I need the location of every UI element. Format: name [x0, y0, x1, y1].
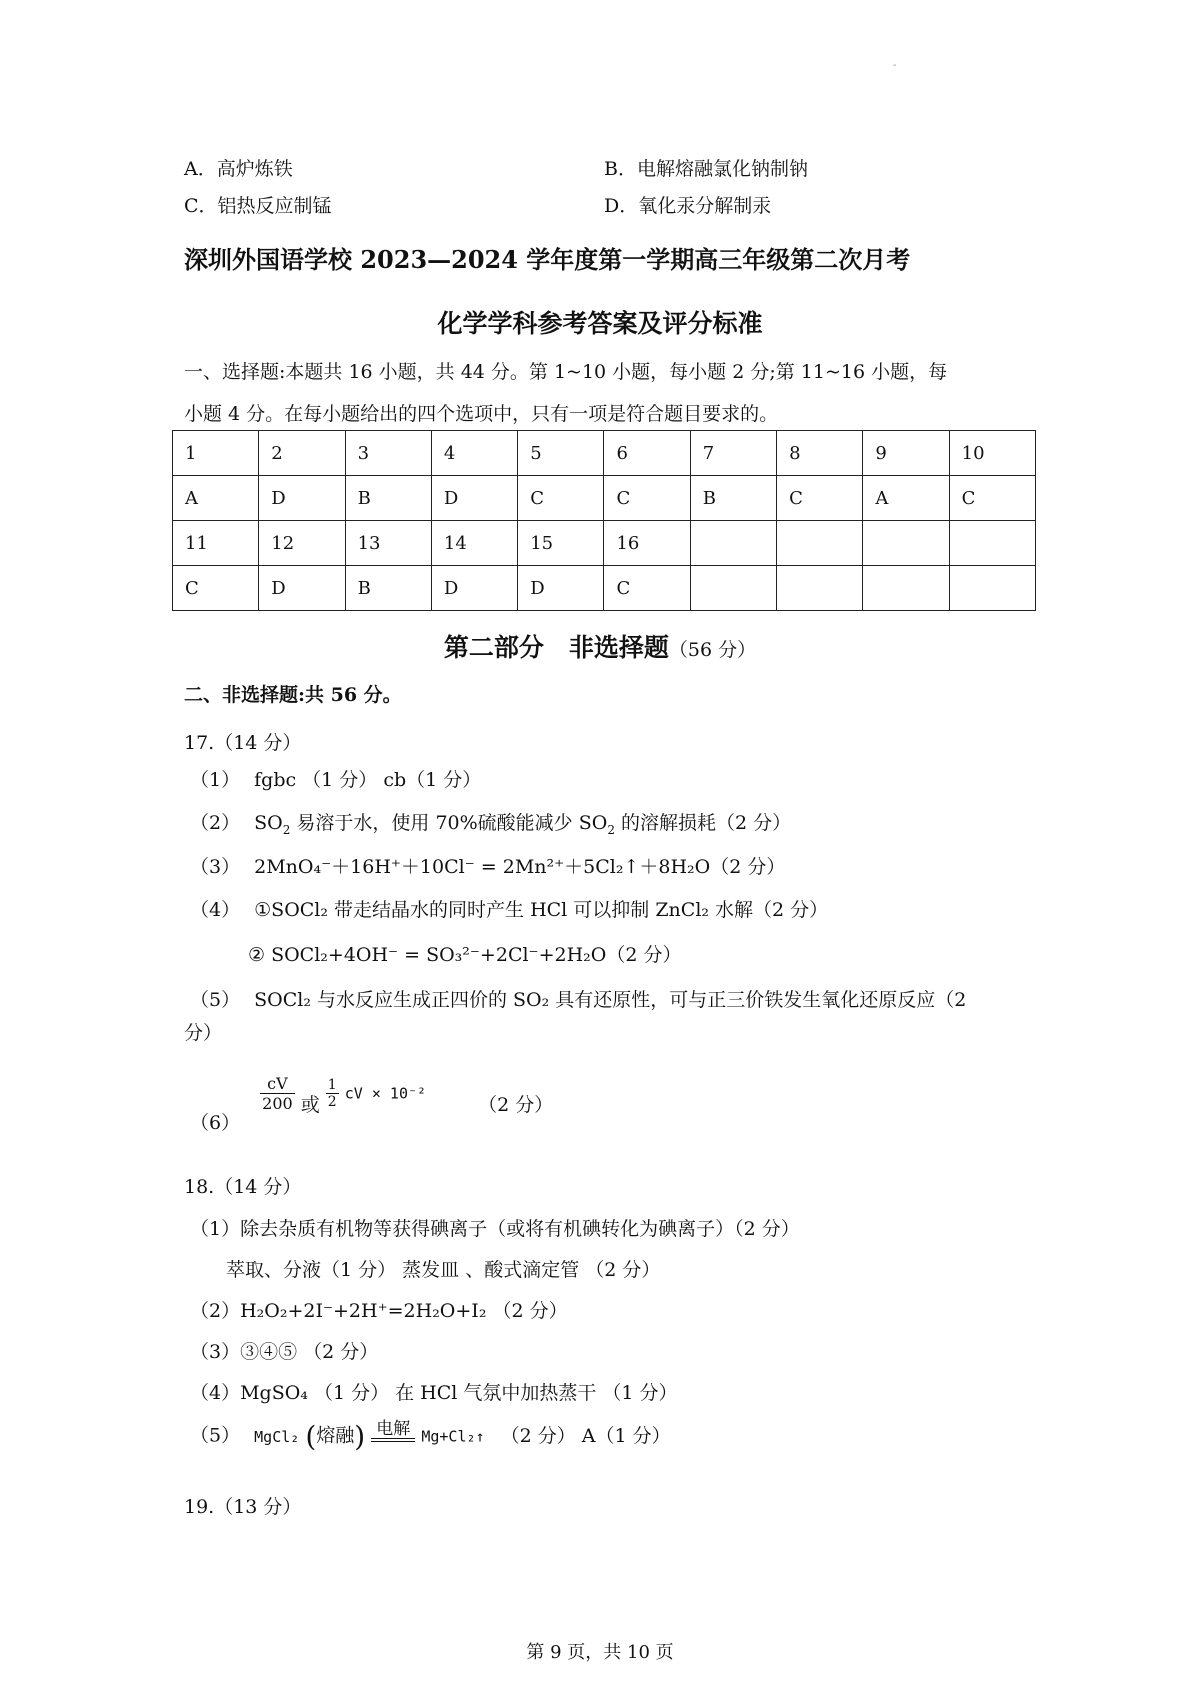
table-cell: 2	[259, 431, 345, 476]
document-subtitle: 化学学科参考答案及评分标准	[437, 309, 763, 338]
table-row	[173, 521, 1036, 566]
table-cell	[863, 566, 949, 611]
q17-answer-6	[190, 1074, 554, 1134]
cv-times-ten-power: cV × 10⁻²	[344, 1084, 427, 1103]
q18-5-score: （2 分） A（1 分）	[500, 1424, 671, 1447]
q17-answer-5-cont: 分）	[184, 1022, 223, 1044]
table-cell: D	[431, 566, 517, 611]
answer-table	[172, 430, 1036, 611]
q18-answer-1: （1）除去杂质有机物等获得碘离子（或将有机碘转化为碘离子）（2 分）	[190, 1218, 800, 1240]
table-cell: B	[345, 566, 431, 611]
q17-answer-2	[190, 808, 791, 835]
part2-heading	[0, 628, 1200, 664]
table-cell: A	[173, 476, 259, 521]
table-cell: C	[604, 476, 690, 521]
table-cell: D	[431, 476, 517, 521]
page-footer: 第 9 页，共 10 页	[526, 1642, 674, 1663]
q17-answer-4b: ② SOCl₂+4OH⁻ = SO₃²⁻+2Cl⁻+2H₂O（2 分）	[248, 944, 682, 966]
q17-1-number: （1）	[190, 769, 241, 791]
q17-heading: 17.（14 分）	[184, 732, 302, 754]
table-cell: D	[518, 566, 604, 611]
table-cell: 3	[345, 431, 431, 476]
table-cell: 1	[173, 431, 259, 476]
table-cell	[863, 521, 949, 566]
table-cell: 11	[173, 521, 259, 566]
q17-3-number: （3）	[190, 856, 241, 878]
part2-title: 第二部分 非选择题	[443, 633, 669, 662]
table-cell: C	[173, 566, 259, 611]
table-cell: A	[863, 476, 949, 521]
table-cell: C	[518, 476, 604, 521]
q17-answer-1	[190, 765, 481, 792]
table-row	[173, 431, 1036, 476]
table-cell: D	[259, 566, 345, 611]
q18-heading: 18.（14 分）	[184, 1176, 302, 1198]
q17-4-text-1: ①SOCl₂ 带走结晶水的同时产生 HCl 可以抑制 ZnCl₂ 水解（2 分）	[254, 899, 829, 921]
options-row-2	[184, 191, 1084, 217]
q17-6-number: （6）	[190, 1111, 241, 1134]
table-row	[173, 476, 1036, 521]
table-row	[173, 566, 1036, 611]
q19-heading: 19.（13 分）	[184, 1496, 302, 1518]
option-b: B．电解熔融氯化钠制钠	[604, 158, 808, 180]
option-c: C．铝热反应制锰	[184, 195, 332, 217]
document-page: - A．高炉炼铁 B．电解熔融氯化钠制钠 C．铝热反应制锰 D．氧化汞分解制汞 深圳外国语学校 2023—2024 学年度第一学期高三年级第二次月考 化学学科参考答案及评分标准 一、选择题:本题共 16 小题，共 44 分。第 1~10 小题，每小题 2 分;第 11~16 小题，每 小题 4 分。在每小题给出的四个选项中，只有一项是符合题目要求的。 1 2 3 4 5 6 7 8 9 10 A D B D C C B C A C 11 12 13 14 15 16 C D B D D C 第二部分 非选择题（56 分） 二、非选择题:共 56 分。 17.（14 分） （1） fgbc （1 分） cb（1 分） （2） $SO_2$ 易溶于水，使用 70%硫酸能减少 $SO_2$ 的溶解损耗（2 分） （3） 2MnO₄⁻＋16H⁺＋10Cl⁻ = 2Mn²⁺＋5Cl₂↑＋8H₂O（2 分） （4） ①SOCl₂ 带走结晶水的同时产生 HCl 可以抑制 ZnCl₂ 水解（2 分） ② SOCl₂+4OH⁻ = SO₃²⁻+2Cl⁻+2H₂O（2 分） （5） SOCl₂ 与水反应生成正四价的 SO₂ 具有还原性，可与正三价铁发生氧化还原反应（2 分） （6） $\frac{cV}{200}$ 或 $\frac{1}{2}$ cV × 10⁻² （2 分） 18.（14 分） （1）除去杂质有机物等获得碘离子（或将有机碘转化为碘离子）（2 分） 萃取、分液（1 分） 蒸发皿 、酸式滴定管 （2 分） （2）H₂O₂+2I⁻+2H⁺=2H₂O+I₂ （2 分） （3）③④⑤ （2 分） （4）MgSO₄ （1 分） 在 HCl 气氛中加热蒸干 （1 分） （5） MgCl₂ (熔融) 电解 Mg+Cl₂↑ （2 分） A（1 分） 19.（13 分） 第 9 页，共 10 页	[0, 0, 1200, 1698]
table-cell	[777, 566, 863, 611]
table-cell: 5	[518, 431, 604, 476]
table-cell: C	[949, 476, 1035, 521]
table-cell: 15	[518, 521, 604, 566]
q18-answer-3: （3）③④⑤ （2 分）	[190, 1341, 379, 1363]
table-cell: 16	[604, 521, 690, 566]
q17-answer-5	[190, 985, 966, 1012]
fraction-one-half: $\frac{1}{2}$	[327, 1077, 337, 1110]
q17-4-number: （4）	[190, 899, 241, 921]
q17-6-score: （2 分）	[478, 1093, 554, 1116]
table-cell: 8	[777, 431, 863, 476]
table-cell: 13	[345, 521, 431, 566]
table-cell: 9	[863, 431, 949, 476]
or-text: 或	[300, 1093, 320, 1116]
table-cell: 7	[690, 431, 776, 476]
q17-2-number: （2）	[190, 812, 241, 834]
q17-5-text-1: SOCl₂ 与水反应生成正四价的 SO₂ 具有还原性，可与正三价铁发生氧化还原反应（2	[254, 989, 967, 1011]
melt-condition: 熔融	[316, 1424, 355, 1447]
option-d: D．氧化汞分解制汞	[604, 195, 772, 217]
table-cell: 4	[431, 431, 517, 476]
q18-answer-4: （4）MgSO₄ （1 分） 在 HCl 气氛中加热蒸干 （1 分）	[190, 1382, 678, 1404]
q17-answer-3	[190, 852, 785, 879]
table-cell	[949, 521, 1035, 566]
table-cell: 12	[259, 521, 345, 566]
section1-line1: 一、选择题:本题共 16 小题，共 44 分。第 1~10 小题，每小题 2 分;第 11~16 小题，每	[184, 361, 948, 383]
q17-answer-4a	[190, 895, 828, 922]
table-cell	[949, 566, 1035, 611]
fraction-cv-over-200: $\frac{cV}{200}$	[262, 1074, 293, 1113]
table-cell	[690, 566, 776, 611]
table-cell: C	[604, 566, 690, 611]
mgcl2-formula: MgCl₂	[254, 1427, 300, 1446]
table-cell: B	[690, 476, 776, 521]
table-cell: 10	[949, 431, 1035, 476]
table-cell	[777, 521, 863, 566]
table-cell	[690, 521, 776, 566]
options-row-1	[184, 154, 1084, 180]
table-cell: 6	[604, 431, 690, 476]
table-cell: 14	[431, 521, 517, 566]
q17-1-text: fgbc （1 分） cb（1 分）	[254, 769, 482, 791]
option-a: A．高炉炼铁	[184, 158, 293, 180]
q18-5-number: （5）	[190, 1424, 241, 1447]
table-cell: C	[777, 476, 863, 521]
q17-5-number: （5）	[190, 989, 241, 1011]
q17-3-equation: 2MnO₄⁻＋16H⁺＋10Cl⁻ = 2Mn²⁺＋5Cl₂↑＋8H₂O（2 分）	[254, 856, 786, 878]
q18-answer-5: （5） MgCl₂ (熔融) 电解 Mg+Cl₂↑ （2 分） A（1 分）	[190, 1418, 671, 1453]
q18-answer-2: （2）H₂O₂+2I⁻+2H⁺=2H₂O+I₂ （2 分）	[190, 1300, 568, 1322]
product-formula: Mg+Cl₂↑	[421, 1427, 485, 1446]
q17-2-text: $SO_2$ 易溶于水，使用 70%硫酸能减少 $SO_2$ 的溶解损耗（2 分）	[254, 812, 792, 837]
part2-score: （56 分）	[668, 639, 757, 661]
document-title: 深圳外国语学校 2023—2024 学年度第一学期高三年级第二次月考	[184, 245, 911, 274]
table-cell: B	[345, 476, 431, 521]
section2-heading: 二、非选择题:共 56 分。	[184, 684, 402, 706]
table-cell: D	[259, 476, 345, 521]
electrolysis-arrow: 电解	[371, 1420, 415, 1442]
section1-line2: 小题 4 分。在每小题给出的四个选项中，只有一项是符合题目要求的。	[184, 403, 779, 425]
q18-answer-1-cont: 萃取、分液（1 分） 蒸发皿 、酸式滴定管 （2 分）	[226, 1259, 661, 1281]
